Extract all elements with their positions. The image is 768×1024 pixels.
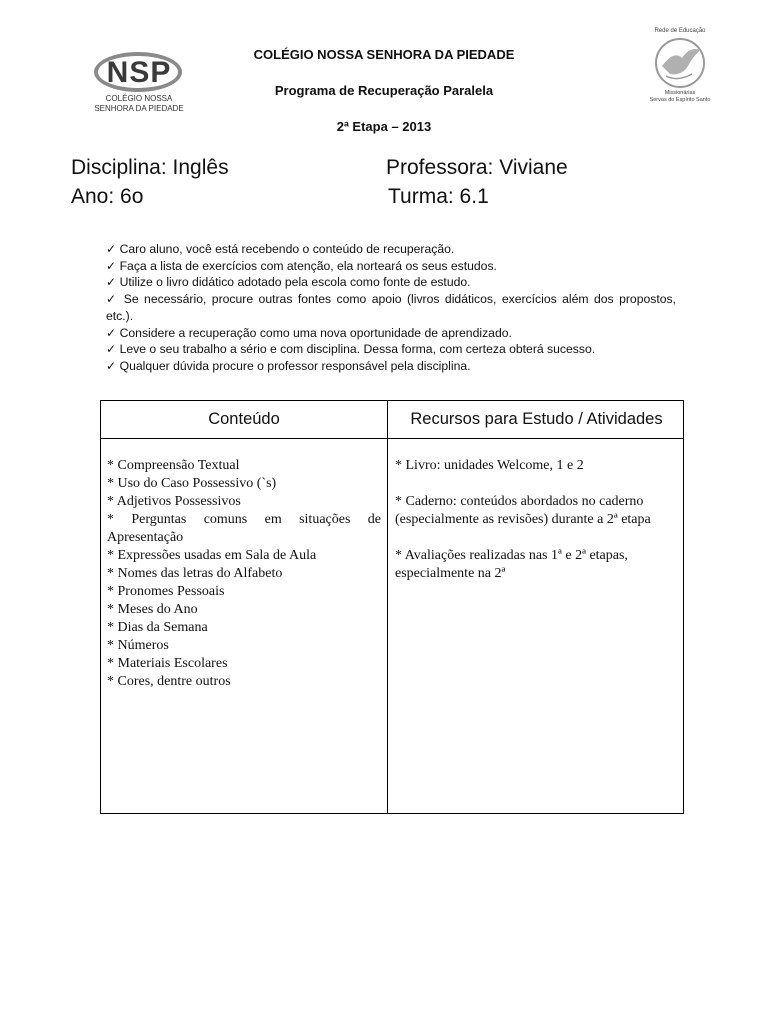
instruction-item: ✓ Se necessário, procure outras fontes como apoio (livros didáticos, exercícios além dos propostos, etc.).: [106, 292, 676, 323]
resource-item: * Livro: unidades Welcome, 1 e 2: [395, 458, 584, 473]
resource-item: * Caderno: conteúdos abordados no caderno (especialmente as revisões) durante a 2ª etapa: [395, 494, 651, 527]
network-logo-line2: Servas do Espírito Santo: [649, 97, 711, 103]
table-header-resources: Recursos para Estudo / Atividades: [410, 410, 663, 428]
teacher-label: Professora: Viviane: [386, 156, 568, 179]
instruction-item: ✓ Leve o seu trabalho a sério e com disciplina. Dessa forma, com certeza obterá sucesso.: [106, 342, 596, 357]
content-item: * Compreensão Textual: [107, 458, 240, 473]
content-item: * Nomes das letras do Alfabeto: [107, 566, 283, 581]
class-label: Turma: 6.1: [388, 185, 489, 208]
resources-list: [395, 457, 677, 601]
logo-subtitle-line2: SENHORA DA PIEDADE: [94, 104, 184, 113]
year-label: Ano: 6o: [71, 185, 144, 208]
content-item: * Números: [107, 638, 169, 653]
instruction-item: ✓ Utilize o livro didático adotado pela escola como fonte de estudo.: [106, 275, 471, 290]
instruction-item: ✓ Caro aluno, você está recebendo o conteúdo de recuperação.: [106, 242, 455, 256]
network-logo-line1: Missionárias: [664, 90, 696, 96]
content-item: * Perguntas comuns em situações de Apresentação: [107, 512, 381, 545]
school-name: COLÉGIO NOSSA SENHORA DA PIEDADE: [253, 47, 515, 62]
instruction-item: ✓ Qualquer dúvida procure o professor responsável pela disciplina.: [106, 358, 471, 373]
content-item: * Adjetivos Possessivos: [107, 494, 241, 509]
table-header-divider: [101, 438, 683, 439]
content-table: [100, 400, 684, 814]
instruction-item: ✓ Considere a recuperação como uma nova oportunidade de aprendizado.: [106, 325, 512, 340]
discipline-label: Disciplina: Inglês: [71, 156, 229, 179]
content-item: * Expressões usadas em Sala de Aula: [107, 548, 317, 563]
logo-subtitle-line1: COLÉGIO NOSSA: [105, 94, 173, 103]
content-item: * Dias da Semana: [107, 620, 208, 635]
content-item: * Cores, dentre outros: [107, 674, 231, 689]
content-item: * Uso do Caso Possessivo (`s): [107, 476, 277, 491]
content-item: * Materiais Escolares: [107, 656, 228, 671]
program-title: Programa de Recuperação Paralela: [274, 83, 494, 98]
content-item: * Pronomes Pessoais: [107, 584, 225, 599]
content-item: * Meses do Ano: [107, 602, 198, 617]
stage-year: 2ª Etapa – 2013: [336, 119, 432, 134]
network-logo-top-text: Rede de Educação: [654, 28, 706, 34]
instructions-list: [106, 241, 676, 375]
logo-mark: NSP: [106, 56, 172, 89]
table-header-content: Conteúdo: [208, 410, 280, 428]
resource-item: * Avaliações realizadas nas 1ª e 2ª etapas, especialmente na 2ª: [395, 548, 628, 581]
content-list: [107, 457, 381, 691]
table-column-divider: [387, 401, 388, 813]
dove-emblem-icon: [652, 36, 708, 90]
instruction-item: ✓ Faça a lista de exercícios com atenção, ela norteará os seus estudos.: [106, 258, 497, 273]
